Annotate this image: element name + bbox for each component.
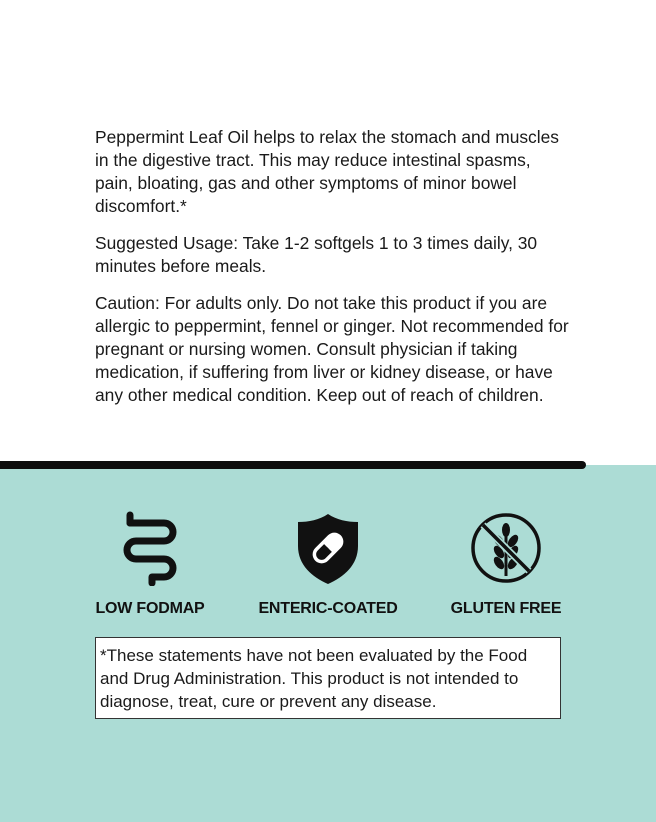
intestine-icon — [112, 510, 188, 586]
feature-gluten-free — [421, 510, 591, 618]
feature-label: GLUTEN FREE — [450, 600, 562, 617]
feature-label: ENTERIC-COATED — [258, 600, 398, 617]
section-divider — [0, 461, 586, 469]
shield-capsule-icon — [290, 510, 366, 586]
feature-low-fodmap — [65, 510, 235, 618]
feature-enteric-coated — [243, 510, 413, 618]
product-description — [95, 126, 570, 421]
no-wheat-icon — [468, 510, 544, 586]
feature-label: LOW FODMAP — [95, 600, 205, 617]
benefit-paragraph: Peppermint Leaf Oil helps to relax the stomach and muscles in the digestive tract. This may reduce intestinal spasms, pain, bloating, gas and other symptoms of minor bowel discomfort.* — [95, 127, 559, 216]
usage-paragraph: Suggested Usage: Take 1-2 softgels 1 to 3 times daily, 30 minutes before meals. — [95, 233, 538, 276]
caution-paragraph: Caution: For adults only. Do not take this product if you are allergic to peppermint, fennel or ginger. Not recommended for pregnant or nursing women. Consult physician if taking medication, if suffering from liver or kidney disease, or have any other medical condition. Keep out of reach of children. — [95, 293, 569, 405]
fda-disclaimer: *These statements have not been evaluated by the Food and Drug Administration. This product is not intended to diagnose, treat, cure or prevent any disease. — [95, 637, 561, 719]
